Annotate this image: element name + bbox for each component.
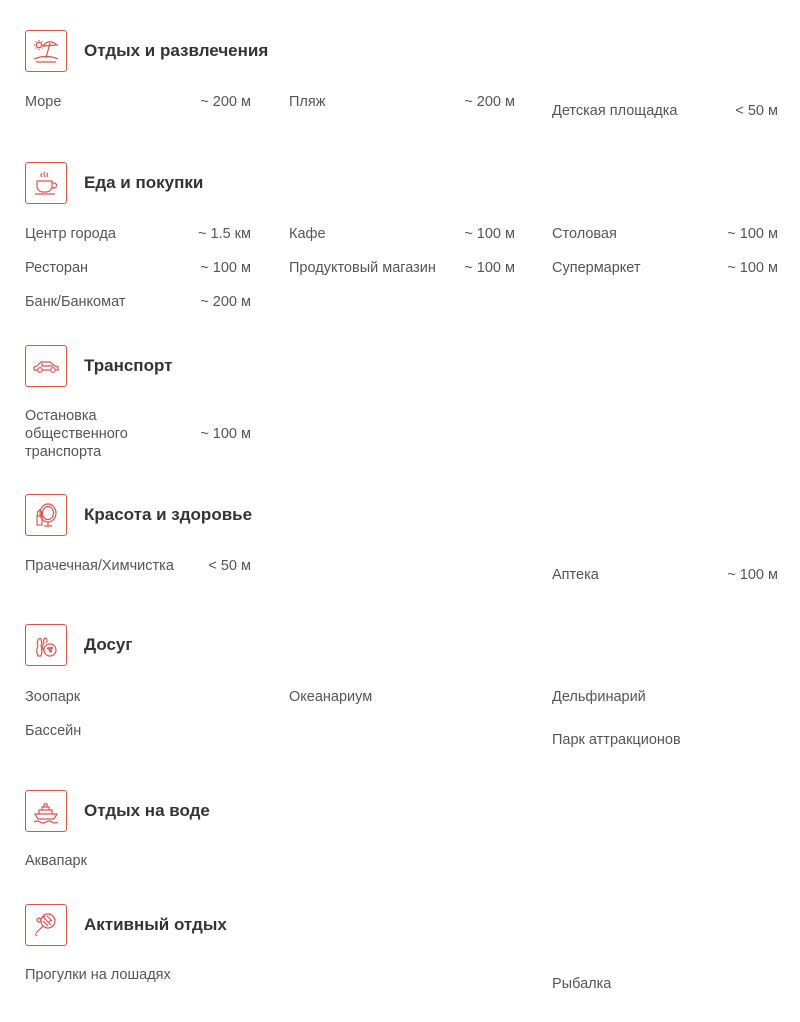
section-title: Еда и покупки [84,173,204,192]
coffee-cup-icon [25,162,67,204]
item-name: Столовая [552,226,617,242]
item-name: Парк аттракционов [552,732,681,748]
boat-icon [25,790,67,832]
item-name: Море [25,94,62,110]
item-name: Продуктовый магазин [289,260,436,276]
item-name: Аквапарк [25,853,87,869]
section-header [25,29,268,73]
item-distance: < 50 м [208,558,251,574]
item-name: Ресторан [25,260,89,276]
item-distance: ~ 100 м [464,226,515,242]
item-name: Прачечная/Химчистка [25,558,174,574]
item-name: Кафе [289,226,326,242]
item-distance: ~ 100 м [727,567,778,583]
section-title: Красота и здоровье [84,505,253,524]
item-name: Супермаркет [552,260,641,276]
item-name: Зоопарк [25,689,81,705]
section-header [25,344,172,388]
item-distance: ~ 200 м [464,94,515,110]
item-name: Детская площадка [552,103,678,119]
car-icon [25,345,67,387]
item-distance: ~ 1.5 км [198,226,251,242]
mirror-lipstick-icon [25,494,67,536]
section-header [25,903,227,947]
section-header [25,161,203,205]
item-name: Банк/Банкомат [25,294,126,310]
section-title: Досуг [84,635,133,654]
item-distance: ~ 100 м [727,260,778,276]
section-title: Отдых на воде [84,801,210,820]
item-distance: ~ 100 м [727,226,778,242]
bowling-icon [25,624,67,666]
item-distance: ~ 200 м [200,94,251,110]
section-title: Транспорт [84,356,173,375]
item-name: Океанариум [289,689,373,705]
section-header [25,493,252,537]
item-name: Центр города [25,226,116,242]
item-name: Дельфинарий [552,689,646,705]
item-name: Остановка общественного транспорта [25,408,128,460]
item-distance: ~ 200 м [200,294,251,310]
item-name: Аптека [552,567,599,583]
item-distance: ~ 100 м [200,426,251,442]
item-distance: < 50 м [735,103,778,119]
beach-umbrella-icon [25,30,67,72]
item-distance: ~ 100 м [200,260,251,276]
section-header [25,623,132,667]
section-title: Активный отдых [84,915,227,934]
item-name: Пляж [289,94,326,110]
item-distance: ~ 100 м [464,260,515,276]
tennis-racket-icon [25,904,67,946]
section-title: Отдых и развлечения [84,41,269,60]
item-name: Рыбалка [552,976,612,992]
section-header [25,789,210,833]
item-name: Бассейн [25,723,82,739]
item-name: Прогулки на лошадях [25,967,171,983]
